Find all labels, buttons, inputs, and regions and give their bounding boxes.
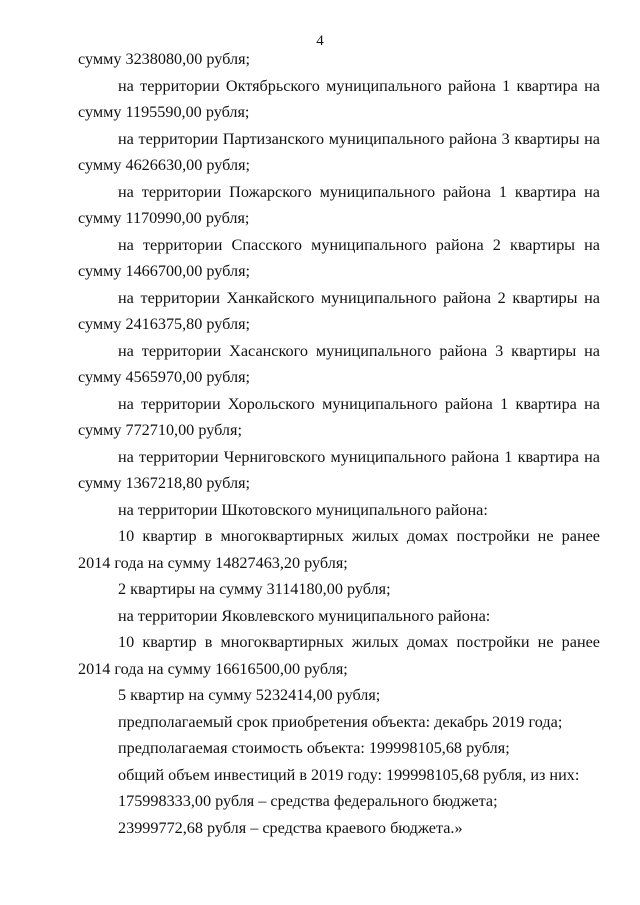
document-body	[78, 46, 600, 841]
paragraph: на территории Хасанского муниципального района 3 квартиры на сумму 4565970,00 рубля;	[78, 341, 600, 386]
paragraph: сумму 3238080,00 рубля;	[78, 50, 251, 68]
paragraph: 10 квартир в многоквартирных жилых домах постройки не ранее 2014 года на сумму 16616500,00 рубля;	[78, 633, 600, 678]
paragraph: 175998333,00 рубля – средства федерального бюджета;	[118, 792, 498, 810]
paragraph: 10 квартир в многоквартирных жилых домах постройки не ранее 2014 года на сумму 14827463,20 рубля;	[78, 527, 600, 572]
page-number: 4	[316, 33, 324, 49]
paragraph: общий объем инвестиций в 2019 году: 199998105,68 рубля, из них:	[118, 765, 580, 784]
paragraph: на территории Шкотовского муниципального района:	[118, 500, 488, 519]
paragraph: на территории Яковлевского муниципального района:	[118, 606, 491, 625]
paragraph: 2 квартиры на сумму 3114180,00 рубля;	[118, 580, 391, 598]
paragraph: на территории Октябрьского муниципального района 1 квартира на сумму 1195590,00 рубля;	[78, 76, 600, 121]
paragraph: на территории Хорольского муниципального района 1 квартира на сумму 772710,00 рубля;	[78, 394, 600, 439]
paragraph: предполагаемая стоимость объекта: 199998105,68 рубля;	[118, 739, 510, 757]
paragraph: на территории Партизанского муниципального района 3 квартиры на сумму 4626630,00 рубля;	[78, 129, 600, 174]
paragraph: предполагаемый срок приобретения объекта: декабрь 2019 года;	[118, 712, 563, 731]
paragraph: на территории Ханкайского муниципального района 2 квартиры на сумму 2416375,80 рубля;	[78, 288, 600, 333]
paragraph: на территории Спасского муниципального района 2 квартиры на сумму 1466700,00 рубля;	[78, 235, 600, 280]
paragraph: 5 квартир на сумму 5232414,00 рубля;	[118, 686, 381, 704]
paragraph: 23999772,68 рубля – средства краевого бюджета.»	[118, 818, 463, 837]
paragraph: на территории Пожарского муниципального района 1 квартира на сумму 1170990,00 рубля;	[78, 182, 600, 227]
paragraph: на территории Черниговского муниципального района 1 квартира на сумму 1367218,80 рубля;	[78, 447, 600, 492]
